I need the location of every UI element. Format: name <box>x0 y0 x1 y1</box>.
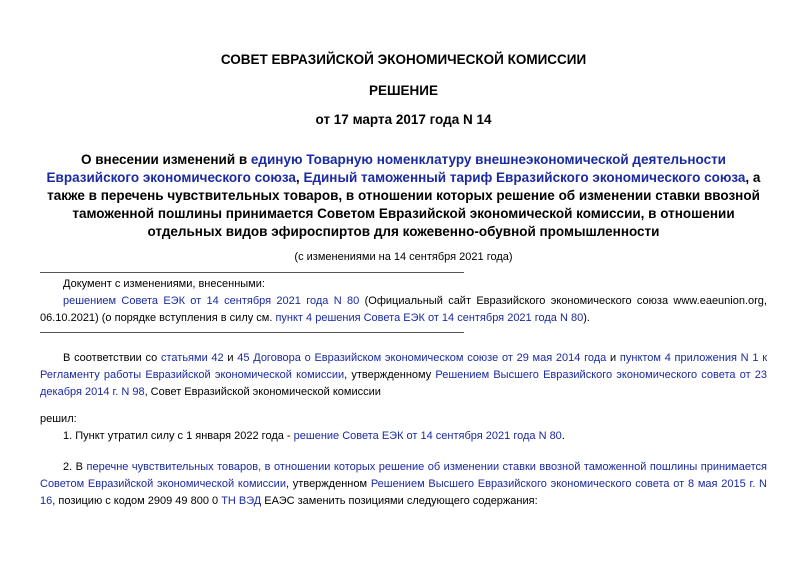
document-date: от 17 марта 2017 года N 14 <box>315 112 492 127</box>
document-type: РЕШЕНИЕ <box>368 83 439 98</box>
changes-text: ). <box>583 312 590 324</box>
item-1 <box>63 428 767 445</box>
divider-top <box>40 272 464 273</box>
changes-text: (Официальный сайт Евразийского экономического союза www.eaeunion.org, 06.10.2021) (о порядке вступления в силу см. <box>40 295 767 324</box>
preamble-text: и <box>606 352 620 364</box>
divider-bottom <box>40 332 464 333</box>
preamble-text: и <box>223 352 238 364</box>
preamble-text: В соответствии со <box>63 352 161 364</box>
decided-label: решил: <box>40 413 77 425</box>
link-tn-ved[interactable]: ТН ВЭД <box>221 495 262 507</box>
preamble-text: , утвержденному <box>344 369 436 381</box>
document-title <box>40 151 767 241</box>
link-sensitive-goods-list[interactable]: перечне чувствительных товаров, в отношении которых решение об изменении ставки ввозной таможенной пошлины принимается Советом Евразийской экономической комиссии <box>40 461 768 490</box>
link-article-42[interactable]: статьями 42 <box>160 352 224 364</box>
title-text: , а также в перечень чувствительных товаров, в отношении которых решение об изменении ставки ввозной таможенной пошлины принимается Советом Евразийской экономической комиссии, в отношении отдельных видов эфироспиртов для кожевенно-обувной промышленности <box>47 170 761 239</box>
title-text: О внесении изменений в <box>80 152 251 167</box>
item-2-text: , позицию с кодом 2909 49 800 0 <box>52 495 222 507</box>
item-2-text: ЕАЭС заменить позициями следующего содержания: <box>261 495 538 507</box>
link-treaty-45[interactable]: 45 Договора о Евразийском экономическом союзе от 29 мая 2014 года <box>237 352 607 364</box>
item-2 <box>40 459 767 510</box>
item-1-text: . <box>561 430 565 442</box>
item-1-text: 1. Пункт утратил силу с 1 января 2022 года - <box>63 430 294 442</box>
preamble <box>40 350 767 401</box>
link-item1-decision-80[interactable]: решение Совета ЕЭК от 14 сентября 2021 года N 80 <box>293 430 562 442</box>
preamble-text: , Совет Евразийской экономической комиссии <box>144 386 381 398</box>
link-decision-80[interactable]: решением Совета ЕЭК от 14 сентября 2021 года N 80 <box>63 295 360 307</box>
link-decision-98[interactable]: Решением Высшего Евразийского экономического совета от 23 декабря 2014 г. N 98 <box>40 369 768 398</box>
link-decision-16[interactable]: Решением Высшего Евразийского экономического совета от 8 мая 2015 г. N 16 <box>40 478 767 507</box>
changes-intro: Документ с изменениями, внесенными: <box>63 278 265 290</box>
changes-list <box>40 293 767 327</box>
item-2-text: 2. В <box>63 461 87 473</box>
title-link-tn-ved[interactable]: единую Товарную номенклатуру внешнеэкономической деятельности Евразийского экономического союза <box>46 152 726 185</box>
link-regulation[interactable]: пунктом 4 приложения N 1 к Регламенту работы Евразийской экономической комиссии <box>40 352 768 381</box>
title-text: , <box>295 170 304 185</box>
org-title: СОВЕТ ЕВРАЗИЙСКОЙ ЭКОНОМИЧЕСКОЙ КОМИССИИ <box>220 52 587 67</box>
item-2-text: , утвержденном <box>285 478 371 490</box>
title-link-tariff[interactable]: Единый таможенный тариф Евразийского экономического союза <box>303 170 746 185</box>
link-item4-decision-80[interactable]: пункт 4 решения Совета ЕЭК от 14 сентября 2021 года N 80 <box>275 312 584 324</box>
amended-note: (с изменениями на 14 сентября 2021 года) <box>294 251 513 263</box>
